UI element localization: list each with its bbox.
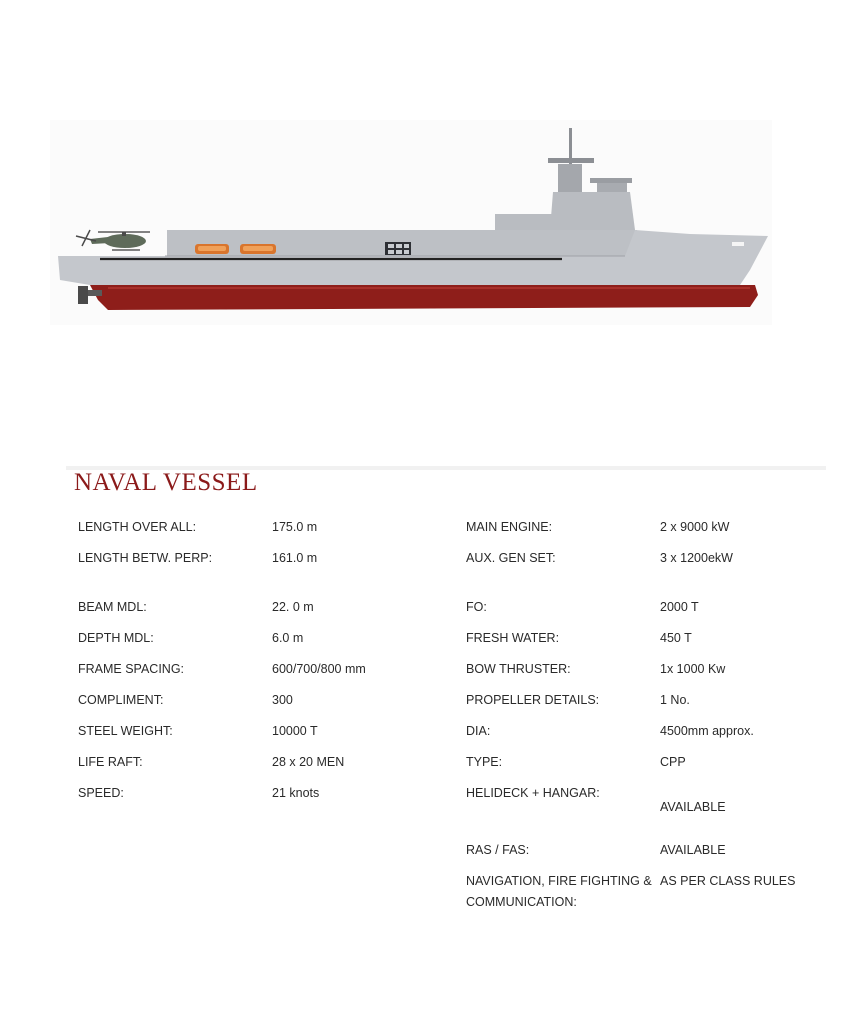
spec-value: 21 knots bbox=[272, 786, 320, 800]
bridge-window-icon bbox=[385, 242, 411, 255]
spec-label: PROPELLER DETAILS: bbox=[466, 693, 600, 707]
spec-value: 300 bbox=[272, 693, 293, 707]
spec-value: 175.0 m bbox=[272, 520, 318, 534]
spec-label: FRAME SPACING: bbox=[78, 662, 185, 676]
spec-label: BOW THRUSTER: bbox=[466, 662, 571, 676]
spec-label: BEAM MDL: bbox=[78, 600, 147, 614]
helicopter-icon bbox=[76, 230, 150, 250]
ship-illustration bbox=[50, 120, 772, 325]
spec-label: FRESH WATER: bbox=[466, 631, 560, 645]
spec-value: 4500mm approx. bbox=[660, 724, 754, 738]
spec-label: LENGTH BETW. PERP: bbox=[78, 551, 213, 565]
spec-label: DIA: bbox=[466, 724, 491, 738]
spec-value: 3 x 1200ekW bbox=[660, 551, 733, 565]
spec-value: AVAILABLE bbox=[660, 843, 726, 857]
spec-label: LIFE RAFT: bbox=[78, 755, 143, 769]
spec-value: 2 x 9000 kW bbox=[660, 520, 730, 534]
superstructure bbox=[167, 128, 637, 256]
spec-label: RAS / FAS: bbox=[466, 843, 530, 857]
spec-value: 1x 1000 Kw bbox=[660, 662, 726, 676]
spec-label: AUX. GEN SET: bbox=[466, 551, 556, 565]
spec-value: CPP bbox=[660, 755, 686, 769]
spec-label: HELIDECK + HANGAR: bbox=[466, 786, 600, 800]
spec-label: FO: bbox=[466, 600, 487, 614]
spec-label: COMPLIMENT: bbox=[78, 693, 164, 707]
spec-label: SPEED: bbox=[78, 786, 124, 800]
spec-label: LENGTH OVER ALL: bbox=[78, 520, 197, 534]
spec-value: 161.0 m bbox=[272, 551, 318, 565]
spec-value: 22. 0 m bbox=[272, 600, 314, 614]
spec-value: AS PER CLASS RULES bbox=[660, 874, 796, 888]
spec-value: 28 x 20 MEN bbox=[272, 755, 345, 769]
spec-label: TYPE: bbox=[466, 755, 503, 769]
spec-value: 2000 T bbox=[660, 600, 699, 614]
spec-value: 10000 T bbox=[272, 724, 318, 738]
page-title: NAVAL VESSEL bbox=[74, 469, 258, 496]
spec-label: STEEL WEIGHT: bbox=[78, 724, 173, 738]
spec-value: 450 T bbox=[660, 631, 692, 645]
spec-value: 1 No. bbox=[660, 693, 690, 707]
spec-label: NAVIGATION, FIRE FIGHTING & COMMUNICATION: bbox=[466, 874, 652, 909]
spec-value: 6.0 m bbox=[272, 631, 304, 645]
spec-value: 600/700/800 mm bbox=[272, 662, 366, 676]
spec-label: MAIN ENGINE: bbox=[466, 520, 553, 534]
ship-profile-icon bbox=[50, 120, 772, 325]
spec-value: AVAILABLE bbox=[660, 800, 726, 814]
spec-label: DEPTH MDL: bbox=[78, 631, 154, 645]
